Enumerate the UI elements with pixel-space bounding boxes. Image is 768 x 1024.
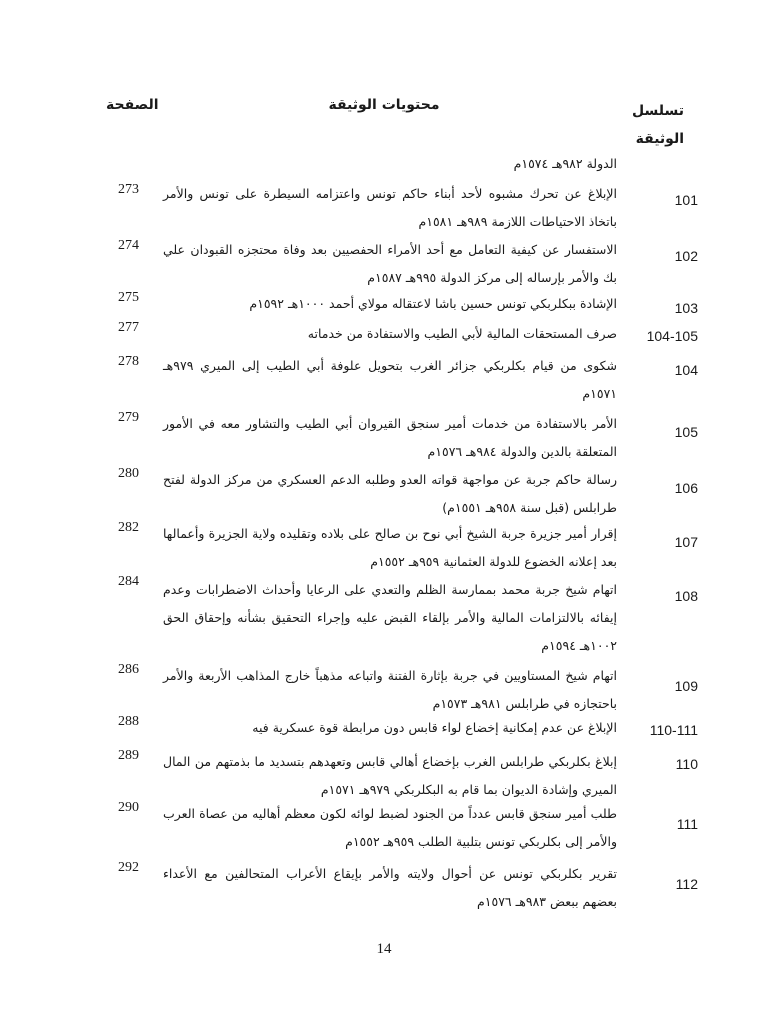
- list-item: [0, 658, 768, 714]
- entry-text: صرف المستحقات المالية لأبي الطيب والاستفادة من خدماته: [307, 326, 617, 341]
- entry-text: اتهام شيخ المستاويين في جربة بإثارة الفتنة واتباعه مذهباً خارج المذاهب الأربعة والأمر باحتجازه في طرابلس ٩٨١هـ ١٥٧٣م: [163, 668, 617, 711]
- entry-serial: 108: [674, 588, 698, 604]
- entry-text: الاستفسار عن كيفية التعامل مع أحد الأمراء الحفصيين بعد وفاة محتجزه القبودان علي بك والأمر بإرساله إلى مركز الدولة ٩٩٥هـ ١٥٨٧م: [163, 242, 617, 285]
- entry-page: 284: [118, 574, 139, 589]
- entry-serial: 112: [675, 876, 698, 892]
- entry-serial: 111: [676, 816, 698, 832]
- list-item: [0, 518, 768, 574]
- list-item: [0, 800, 768, 856]
- list-item: [0, 406, 768, 462]
- contents-list: [0, 150, 768, 912]
- entry-text: رسالة حاكم جربة عن مواجهة قواته العدو وطلبه الدعم العسكري من مركز الدولة لفتح طرابلس (قبل سنة ٩٥٨هـ ١٥٥١م): [163, 472, 617, 515]
- entry-page: 290: [118, 800, 139, 815]
- entry-page: 286: [118, 662, 139, 677]
- entry-serial: 106: [674, 480, 698, 496]
- entry-text: الإبلاغ عن عدم إمكانية إخضاع لواء قابس دون مرابطة قوة عسكرية فيه: [252, 720, 617, 735]
- entry-page: 277: [118, 320, 139, 335]
- entry-page: 275: [118, 290, 139, 305]
- entry-page: 292: [118, 860, 139, 875]
- list-item: [0, 350, 768, 406]
- entry-text: اتهام شيخ جربة محمد بممارسة الظلم والتعدي على الرعايا وأحداث الاضطرابات وعدم إيفائه بالالتزامات المالية والأمر بإلقاء القبض عليه وإجراء التحقيق بشأنه وإحقاق الحق ١٠٠٢هـ ١٥٩٤م: [163, 582, 617, 653]
- list-item: [0, 320, 768, 350]
- entry-serial: 103: [674, 300, 698, 316]
- entry-page: 274: [118, 238, 139, 253]
- list-item: [0, 234, 768, 290]
- entry-text: تقرير بكلربكي تونس عن أحوال ولايته والأمر بإيقاع الأعراب المتحالفين مع الأعداء بعضهم ببعض ٩٨٣هـ ١٥٧٦م: [163, 866, 617, 909]
- entry-text: طلب أمير سنجق قابس عدداً من الجنود لضبط لوائه لكون معظم أهاليه من عصاة العرب والأمر إلى بكلربكي تونس بتلبية الطلب ٩٥٩هـ ١٥٥٢م: [163, 806, 617, 849]
- list-item: [0, 714, 768, 744]
- entry-page: 289: [118, 748, 139, 763]
- header-contents: محتويات الوثيقة: [328, 97, 440, 113]
- entry-page: 288: [118, 714, 139, 729]
- entry-serial: 102: [674, 248, 698, 264]
- entry-serial: 104: [674, 362, 698, 378]
- entry-text: الدولة ٩٨٢هـ ١٥٧٤م: [513, 156, 617, 171]
- list-item: [0, 744, 768, 800]
- entry-serial: 109: [674, 678, 698, 694]
- header-serial: تسلسل الوثيقة: [632, 103, 684, 147]
- entry-text: إقرار أمير جزيرة جربة الشيخ أبي نوح بن صالح على بلاده وتقليده ولاية الجزيرة وأعمالها بعد إعلانه الخضوع للدولة العثمانية ٩٥٩هـ ١٥٥٢م: [163, 526, 617, 569]
- entry-serial: 101: [674, 192, 698, 208]
- header-page: الصفحة: [106, 97, 159, 113]
- entry-text: الإشادة ببكلربكي تونس حسين باشا لاعتقاله مولاي أحمد ١٠٠٠هـ ١٥٩٢م: [249, 296, 617, 311]
- entry-text: الأمر بالاستفادة من خدمات أمير سنجق القيروان أبي الطيب والتشاور معه في الأمور المتعلقة بالدين والدولة ٩٨٤هـ ١٥٧٦م: [163, 416, 617, 459]
- entry-text: شكوى من قيام بكلربكي جزائر الغرب بتحويل علوفة أبي الطيب إلى الميري ٩٧٩هـ ١٥٧١م: [163, 358, 617, 401]
- list-item: [0, 290, 768, 320]
- page-number: 14: [376, 941, 392, 957]
- entry-text: الإبلاغ عن تحرك مشبوه لأحد أبناء حاكم تونس واعتزامه السيطرة على تونس والأمر باتخاذ الاحتياطات اللازمة ٩٨٩هـ ١٥٨١م: [163, 186, 617, 229]
- entry-serial: 104-105: [646, 328, 698, 344]
- continuation-row: [0, 150, 768, 178]
- entry-page: 273: [118, 182, 139, 197]
- entry-serial: 107: [674, 534, 698, 550]
- entry-serial: 110-111: [649, 722, 698, 738]
- list-item: [0, 178, 768, 234]
- list-item: [0, 462, 768, 518]
- list-item: [0, 574, 768, 658]
- entry-page: 280: [118, 466, 139, 481]
- entry-page: 282: [118, 520, 139, 535]
- entry-page: 279: [118, 410, 139, 425]
- entry-serial: 105: [674, 424, 698, 440]
- entry-text: إبلاغ بكلربكي طرابلس الغرب بإخضاع أهالي قابس وتعهدهم بتسديد ما بذمتهم من المال الميري وإشادة الديوان بما قام به البكلربكي ٩٧٩هـ ١٥٧١م: [163, 754, 617, 797]
- entry-serial: 110: [675, 756, 698, 772]
- entry-page: 278: [118, 354, 139, 369]
- list-item: [0, 856, 768, 912]
